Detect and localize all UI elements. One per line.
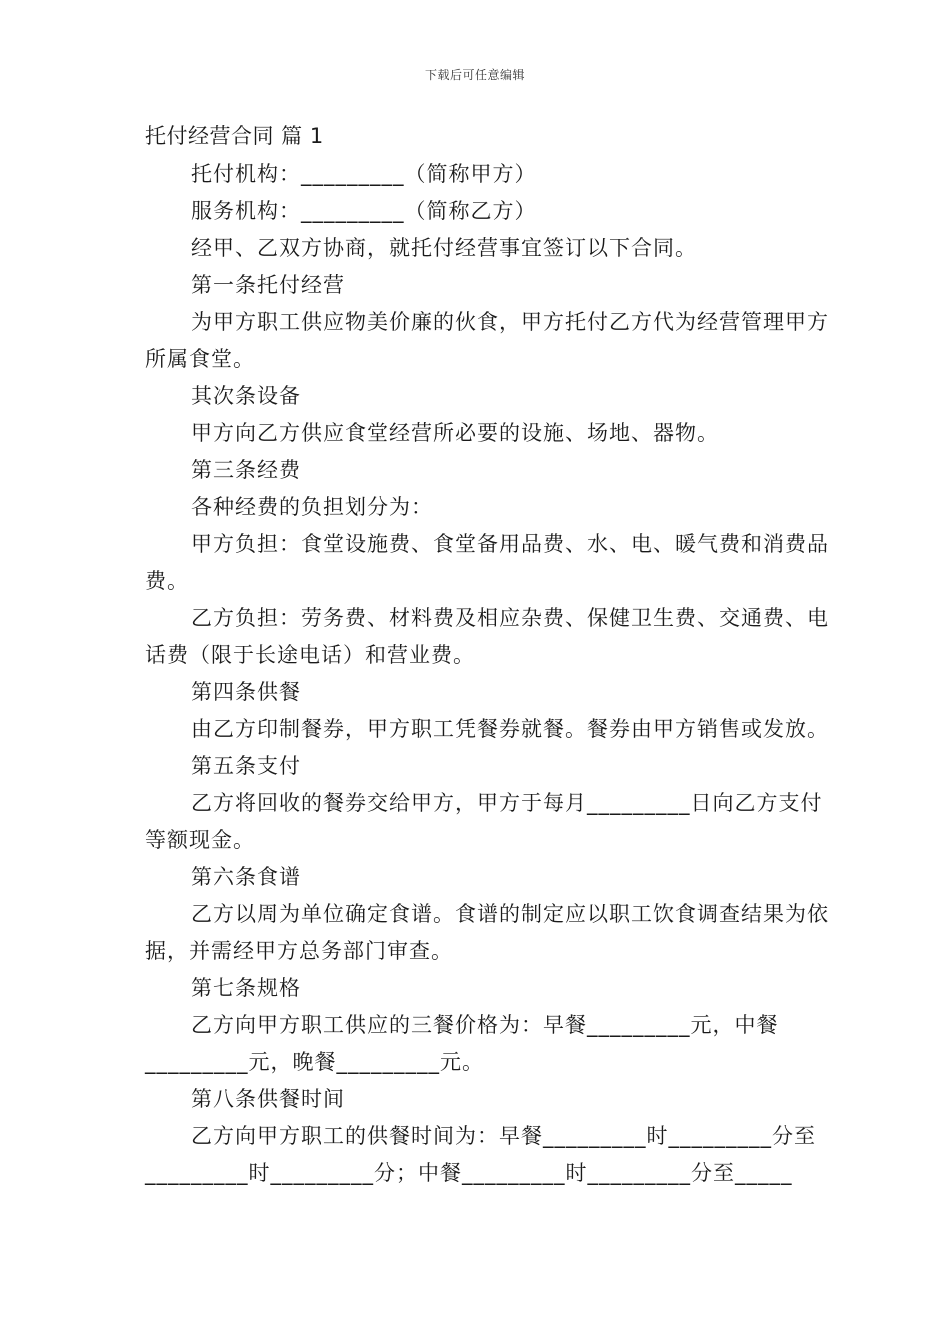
paragraph: 乙方负担：劳务费、材料费及相应杂费、保健卫生费、交通费、电话费（限于长途电话）和营业费。 [145, 606, 829, 667]
paragraph: 甲方向乙方供应食堂经营所必要的设施、场地、器物。 [191, 421, 719, 445]
page-header-note: 下载后可任意编辑 [424, 68, 525, 82]
contract-document [145, 116, 835, 1192]
paragraph: 由乙方印制餐券，甲方职工凭餐券就餐。餐券由甲方销售或发放。 [191, 717, 829, 741]
paragraph: 甲方负担：食堂设施费、食堂备用品费、水、电、暖气费和消费品费。 [145, 532, 829, 593]
paragraph: 第六条食谱 [191, 865, 301, 889]
paragraph: 乙方以周为单位确定食谱。食谱的制定应以职工饮食调查结果为依据，并需经甲方总务部门审查。 [145, 902, 829, 963]
paragraph: 第八条供餐时间 [191, 1087, 345, 1111]
paragraph: 第四条供餐 [191, 680, 301, 704]
paragraph: 乙方向甲方职工的供餐时间为：早餐_________时_________分至_________时_________分；中餐_________时_________分至_____ [145, 1124, 816, 1185]
paragraph: 乙方将回收的餐券交给甲方，甲方于每月_________日向乙方支付等额现金。 [145, 791, 823, 852]
paragraph: 乙方向甲方职工供应的三餐价格为：早餐_________元，中餐_________元，晚餐_________元。 [145, 1013, 779, 1074]
paragraph: 为甲方职工供应物美价廉的伙食，甲方托付乙方代为经营管理甲方所属食堂。 [145, 310, 829, 371]
paragraph-list [145, 156, 835, 1192]
paragraph: 第一条托付经营 [191, 273, 345, 297]
paragraph: 第三条经费 [191, 458, 301, 482]
paragraph: 服务机构：_________（简称乙方） [191, 199, 537, 223]
paragraph: 经甲、乙双方协商，就托付经营事宜签订以下合同。 [191, 236, 697, 260]
paragraph: 各种经费的负担划分为： [191, 495, 433, 519]
paragraph: 托付机构：_________（简称甲方） [191, 162, 537, 186]
document-title: 托付经营合同 篇 1 [145, 124, 324, 148]
paragraph: 第七条规格 [191, 976, 301, 1000]
paragraph: 第五条支付 [191, 754, 301, 778]
paragraph: 其次条设备 [191, 384, 301, 408]
